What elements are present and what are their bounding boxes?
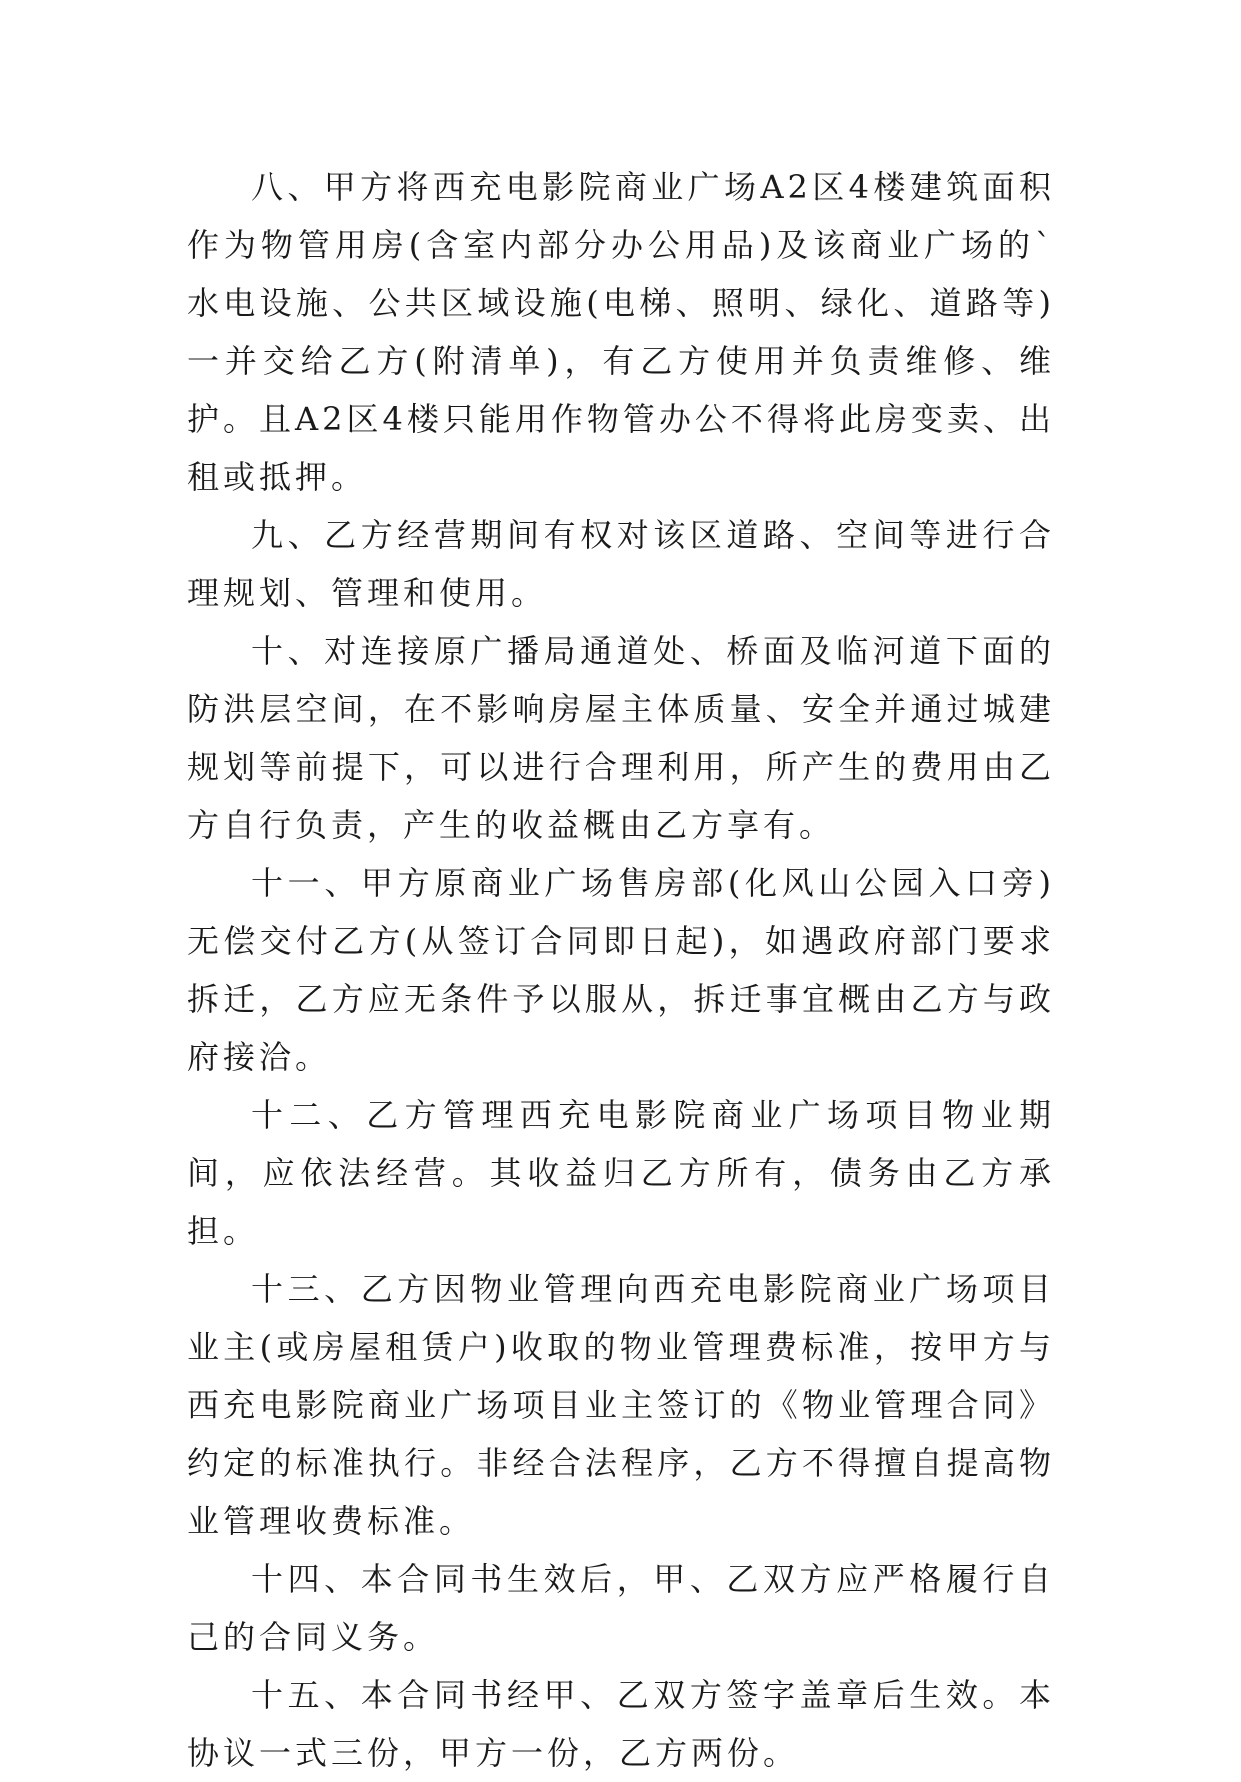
clause-13: 十三、乙方因物业管理向西充电影院商业广场项目业主(或房屋租赁户)收取的物业管理费标准，按甲方与西充电影院商业广场项目业主签订的《物业管理合同》约定的标准执行。非经合法程序，乙方不得擅自提高物业管理收费标准。 [187,1270,1055,1540]
clause-12: 十二、乙方管理西充电影院商业广场项目物业期间，应依法经营。其收益归乙方所有，债务由乙方承担。 [187,1096,1055,1250]
clause-10: 十、对连接原广播局通道处、桥面及临河道下面的防洪层空间，在不影响房屋主体质量、安全并通过城建规划等前提下，可以进行合理利用，所产生的费用由乙方自行负责，产生的收益概由乙方享有。 [187,632,1055,844]
clause-8: 八、甲方将西充电影院商业广场A2区4楼建筑面积作为物管用房(含室内部分办公用品)及该商业广场的`水电设施、公共区域设施(电梯、照明、绿化、道路等)一并交给乙方(附清单)，有乙方使用并负责维修、维护。且A2区4楼只能用作物管办公不得将此房变卖、出租或抵押。 [187,168,1055,496]
clause-11: 十一、甲方原商业广场售房部(化风山公园入口旁)无偿交付乙方(从签订合同即日起)，如遇政府部门要求拆迁，乙方应无条件予以服从，拆迁事宜概由乙方与政府接洽。 [187,864,1055,1076]
contract-body [187,158,1055,1782]
clause-9: 九、乙方经营期间有权对该区道路、空间等进行合理规划、管理和使用。 [187,516,1055,612]
clause-15: 十五、本合同书经甲、乙双方签字盖章后生效。本协议一式三份，甲方一份，乙方两份。 [187,1676,1055,1772]
clause-14: 十四、本合同书生效后，甲、乙双方应严格履行自己的合同义务。 [187,1560,1055,1656]
